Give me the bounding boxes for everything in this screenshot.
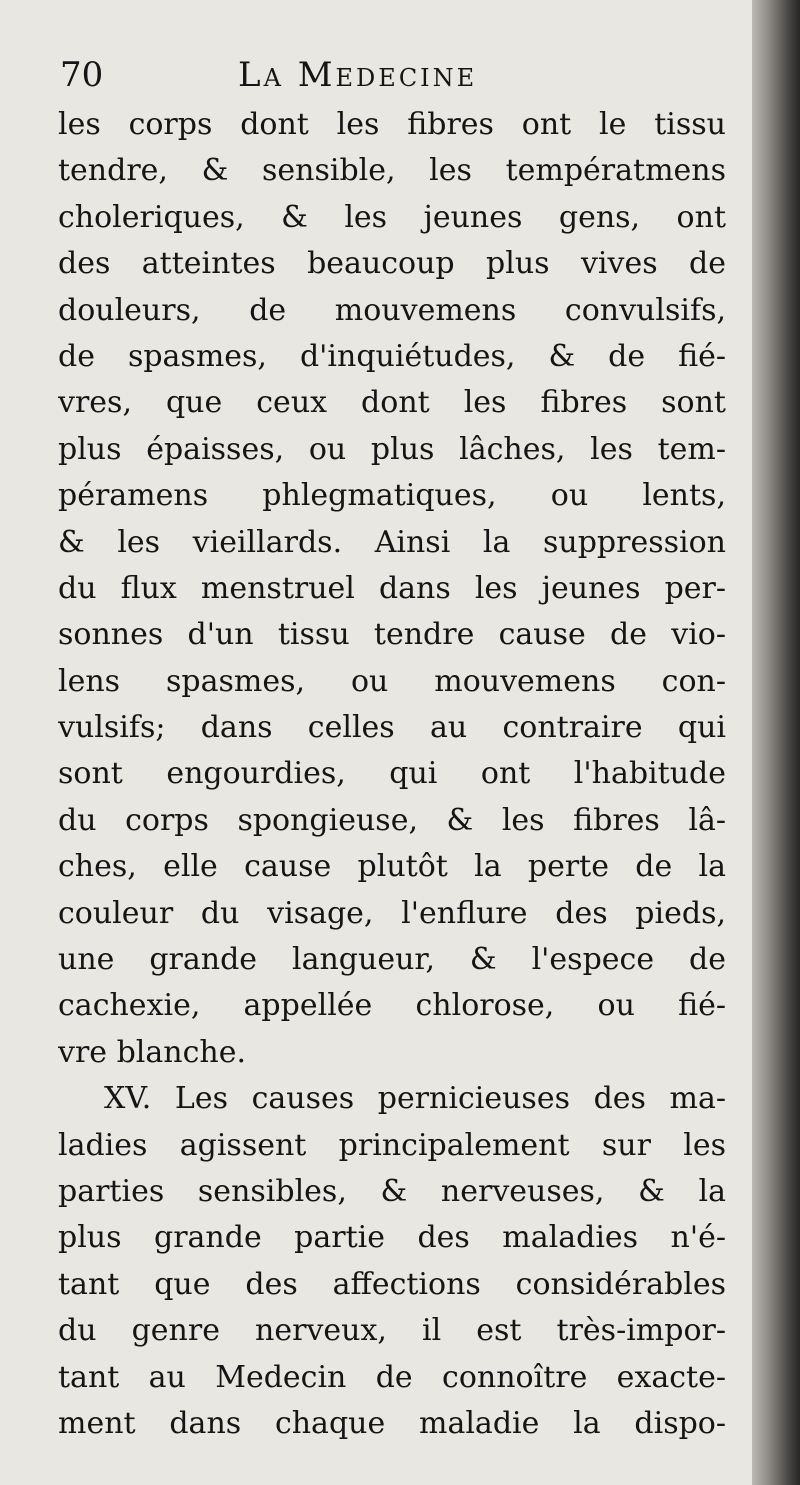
text-line: plus épaisses, ou plus lâches, les tem- [58,431,726,467]
text-line: du genre nerveux, il est très-impor- [58,1313,726,1349]
running-title: La Medecine [238,55,478,95]
text-line: péramens phlegmatiques, ou lents, [58,478,726,514]
text-line: sonnes d'un tissu tendre cause de vio- [58,617,726,653]
text-line: & les vieillards. Ainsi la suppression [58,524,726,560]
text-line: choleriques, & les jeunes gens, ont [58,199,726,235]
text-line: douleurs, de mouvemens convulsifs, [58,292,726,328]
text-line: ment dans chaque maladie la dispo- [58,1405,726,1441]
text-line: tant que des affections considérables [58,1266,726,1302]
text-line: plus grande partie des maladies n'é- [58,1220,726,1256]
text-line: tant au Medecin de connoître exacte- [58,1359,726,1395]
text-line: vre blanche. [58,1034,246,1070]
text-line: couleur du visage, l'enflure des pieds, [58,895,726,931]
text-line: du flux menstruel dans les jeunes per- [58,570,726,606]
running-head [60,50,740,100]
text-line: lens spasmes, ou mouvemens con- [58,663,726,699]
page-number: 70 [60,55,104,95]
page-edge-shadow [752,0,800,1485]
body-text [58,102,726,1447]
text-line: vres, que ceux dont les fibres sont [58,385,726,421]
text-line: les corps dont les fibres ont le tissu [58,107,726,142]
text-line: de spasmes, d'inquiétudes, & de fié- [58,338,726,374]
section-start-line: XV. Les causes pernicieuses des ma- [104,1081,726,1117]
text-line: du corps spongieuse, & les fibres lâ- [58,802,726,838]
text-line: une grande langueur, & l'espece de [58,942,726,978]
text-line: vulsifs; dans celles au contraire qui [58,710,726,746]
text-line: des atteintes beaucoup plus vives de [58,246,726,282]
text-line: cachexie, appellée chlorose, ou fié- [58,988,726,1024]
text-line: tendre, & sensible, les températmens [58,153,726,189]
text-line: ches, elle cause plutôt la perte de la [58,849,726,885]
text-line: sont engourdies, qui ont l'habitude [58,756,726,792]
text-line: parties sensibles, & nerveuses, & la [58,1173,726,1209]
text-line: ladies agissent principalement sur les [58,1127,726,1163]
